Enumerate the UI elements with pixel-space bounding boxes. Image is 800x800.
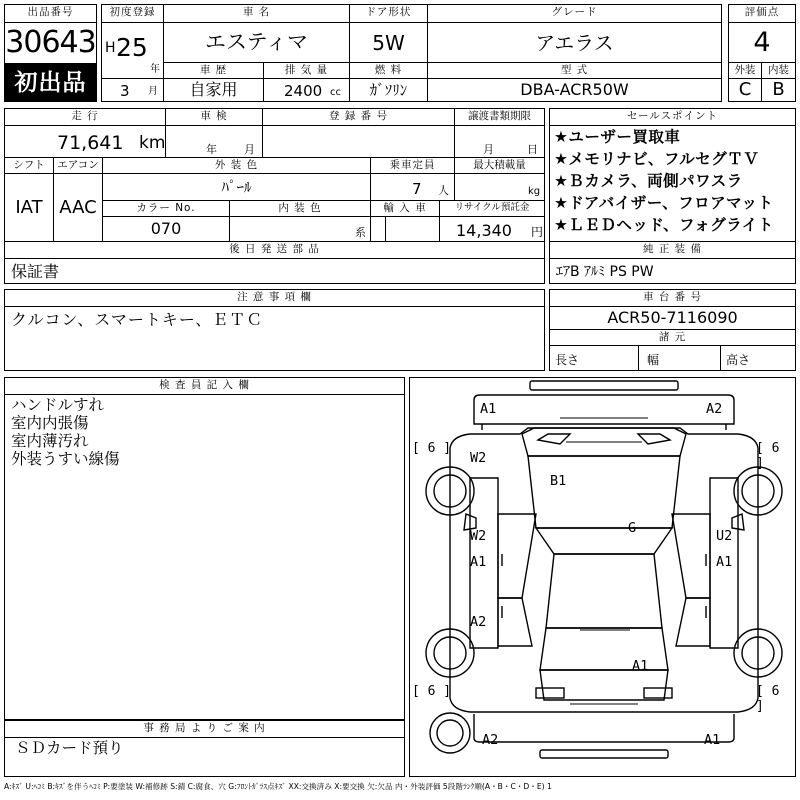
transfer-cell: [454, 125, 545, 158]
fuel-label: 燃 料: [349, 62, 428, 79]
car-name: エスティマ: [163, 22, 350, 63]
later-parts-label: 後 日 発 送 部 品: [4, 241, 545, 259]
notes-label: 注 意 事 項 欄: [4, 289, 545, 307]
inspection-label: 車 検: [165, 108, 263, 126]
transfer-day-unit: 日: [527, 143, 538, 156]
roof-panel: [546, 554, 662, 628]
notes: クルコン、スマートキー、ＥＴＣ: [11, 310, 264, 329]
listing-no: 30643: [4, 22, 97, 64]
length-cell: [549, 345, 639, 371]
capacity-label: 乗車定員: [370, 157, 455, 174]
inspector-label: 検 査 員 記 入 欄: [4, 377, 405, 395]
import-box-1: [370, 216, 386, 242]
transfer-label: 譲渡書類期限: [454, 108, 545, 126]
front-doors: [498, 514, 710, 598]
ac: AAC: [53, 173, 103, 242]
mark-rear-glass: A1: [632, 658, 649, 674]
exterior-label: 外装: [728, 62, 762, 79]
door-handles: [502, 554, 706, 618]
mark-rear-right: A1: [704, 732, 721, 748]
month-unit: 月: [148, 86, 158, 97]
inspection-month-unit: 月: [244, 143, 255, 156]
import-box-2: [385, 216, 440, 242]
listing-no-label: 出品番号: [4, 4, 97, 23]
inspector-line-3: 室内薄汚れ: [11, 432, 89, 450]
history-label: 車 歴: [163, 62, 264, 79]
interior-grade: B: [761, 78, 796, 102]
capacity-unit: 人: [438, 184, 449, 197]
door-label: ドア形状: [349, 4, 428, 23]
inspection-year-unit: 年: [206, 143, 217, 156]
interior-label: 内装: [761, 62, 796, 79]
windshield: [536, 528, 672, 554]
model-label: 型 式: [427, 62, 722, 79]
displacement-label: 排 気 量: [263, 62, 350, 79]
import-label: 輸 入 車: [370, 200, 440, 217]
equipment-label: 純 正 装 備: [549, 241, 796, 259]
legend: A:ｷｽﾞ U:ﾍｺﾐ B:ｷｽﾞを伴うﾍｺﾐ P:要塗装 W:補修跡 S:錆 C:腐食、穴 G:ﾌﾛﾝﾄｶﾞﾗｽ点ｷｽﾞ XX:交換済み X:要交換 欠:欠品 内・外装評価 5段階ﾗﾝｸ順(A・B・C・D・E) 1: [4, 782, 552, 791]
ext-color: ﾊﾟｰﾙ: [102, 173, 371, 201]
ac-label: エアコン: [53, 157, 103, 174]
rear-bumper: [540, 750, 668, 758]
recycle-unit: 円: [531, 225, 544, 239]
max-load-cell: [454, 173, 545, 201]
registration-value: [262, 125, 455, 158]
year-unit: 年: [150, 64, 160, 75]
chassis-label: 車 台 番 号: [549, 289, 796, 307]
equipment-cell: [549, 258, 796, 284]
mileage-unit: km: [139, 133, 166, 153]
sales-points-label: セールスポイント: [549, 108, 796, 126]
tire-rear-right-depth: [ 6 ]: [756, 684, 780, 714]
int-color-cell: [229, 216, 371, 242]
chassis-no: ACR50-7116090: [549, 306, 796, 330]
inspector-line-1: ハンドルすれ: [11, 396, 105, 414]
score: 4: [728, 22, 796, 63]
front-panel: [474, 395, 734, 424]
int-color-unit: 系: [355, 226, 366, 239]
shift: IAT: [4, 173, 54, 242]
sales-point-4: ★ドアバイザー、フロアマット: [554, 194, 774, 212]
displacement: 2400: [284, 82, 323, 100]
hood-panel: [528, 456, 680, 528]
damage-diagram: [409, 377, 796, 777]
tire-front-right-depth: [ 6 ]: [756, 441, 780, 471]
shift-label: シフト: [4, 157, 54, 174]
reg-year: 25: [116, 33, 148, 62]
first-reg-year-cell: [101, 22, 164, 79]
office-cell: [4, 737, 405, 777]
ext-color-label: 外 装 色: [102, 157, 371, 174]
rear-bumper-upper: [474, 714, 734, 742]
equipment: ｴｱB ｱﾙﾐ PS PW: [556, 264, 654, 280]
color-no-label: カラー No.: [102, 200, 230, 217]
grade: アエラス: [427, 22, 722, 63]
recycle: 14,340: [456, 221, 512, 240]
front-panel-edge: [482, 424, 726, 430]
tail-light-left: [536, 688, 564, 698]
mark-left-door-1: W2: [470, 528, 487, 544]
mark-roof: G: [628, 520, 637, 536]
recycle-label: リサイクル預託金: [439, 200, 545, 217]
door-type: 5W: [349, 22, 428, 63]
office-note: ＳＤカード預り: [15, 739, 124, 757]
dims-label: 諸 元: [549, 329, 796, 346]
mark-front-left-fender: W2: [470, 450, 487, 466]
mark-front-left: A1: [480, 401, 497, 417]
rear-doors: [498, 598, 710, 646]
history: 自家用: [163, 78, 264, 102]
car-name-label: 車 名: [163, 4, 350, 23]
color-no: 070: [102, 216, 230, 242]
registration-label: 登 録 番 号: [262, 108, 455, 126]
sales-point-1: ★ユーザー買取車: [554, 128, 681, 146]
width-cell: [638, 345, 721, 371]
score-label: 評価点: [728, 4, 796, 23]
mark-left-rear-door: A2: [470, 614, 487, 630]
rear-glass-panel: [540, 628, 668, 670]
height-label: 高さ: [726, 353, 751, 367]
reg-month: 3: [120, 82, 130, 100]
tail-light-right: [644, 688, 672, 698]
mileage-cell: [4, 125, 166, 158]
sales-point-5: ★ＬＥＤヘッド、フォグライト: [554, 216, 774, 234]
exterior-grade: C: [728, 78, 762, 102]
sales-point-3: ★Ｂカメラ、両側パワスラ: [554, 172, 743, 190]
mark-front-right: A2: [706, 401, 723, 417]
mileage: 71,641: [57, 132, 124, 154]
inspector-line-2: 室内内張傷: [11, 414, 89, 432]
length-label: 長さ: [555, 353, 580, 367]
displacement-cell: [263, 78, 350, 102]
side-sills: [470, 478, 738, 648]
era: H: [105, 40, 116, 56]
notes-cell: [4, 306, 545, 371]
max-load-unit: kg: [528, 186, 541, 197]
inspector-cell: [4, 394, 405, 720]
width-label: 幅: [647, 353, 660, 367]
int-color-label: 内 装 色: [229, 200, 371, 217]
tire-rear-left-depth: [ 6 ]: [412, 684, 452, 699]
inspector-line-4: 外装うすい線傷: [11, 450, 120, 468]
first-reg-label: 初度登録: [101, 4, 164, 23]
later-parts: 保証書: [11, 262, 60, 281]
model: DBA-ACR50W: [427, 78, 722, 102]
sales-point-2: ★メモリナビ、フルセグＴＶ: [554, 150, 760, 168]
first-listing-badge: 初出品: [4, 64, 97, 102]
mark-rear-left: A2: [482, 732, 499, 748]
later-parts-cell: [4, 258, 545, 284]
displacement-unit: cc: [330, 87, 341, 98]
first-reg-month-cell: [101, 78, 164, 102]
mark-left-door-2: A1: [470, 554, 487, 570]
car-outline-svg: [410, 378, 795, 776]
sales-points-box: [549, 125, 796, 242]
rear-hatch: [540, 670, 668, 700]
spare-tire: [430, 713, 470, 753]
capacity-cell: [370, 173, 455, 201]
mark-hood: B1: [550, 473, 567, 489]
front-bumper: [530, 381, 678, 390]
fuel: ｶﾞｿﾘﾝ: [349, 78, 428, 102]
height-cell: [720, 345, 796, 371]
mileage-label: 走 行: [4, 108, 166, 126]
recycle-cell: [439, 216, 545, 242]
mark-right-door-2: A1: [716, 554, 733, 570]
mark-right-door-1: U2: [716, 528, 733, 544]
office-label: 事 務 局 よ り ご 案 内: [4, 720, 405, 738]
tire-front-left-depth: [ 6 ]: [412, 441, 452, 456]
capacity: 7: [412, 180, 422, 198]
transfer-month-unit: 月: [483, 143, 494, 156]
grade-label: グレード: [427, 4, 722, 23]
max-load-label: 最大積載量: [454, 157, 545, 174]
inspection-cell: [165, 125, 263, 158]
